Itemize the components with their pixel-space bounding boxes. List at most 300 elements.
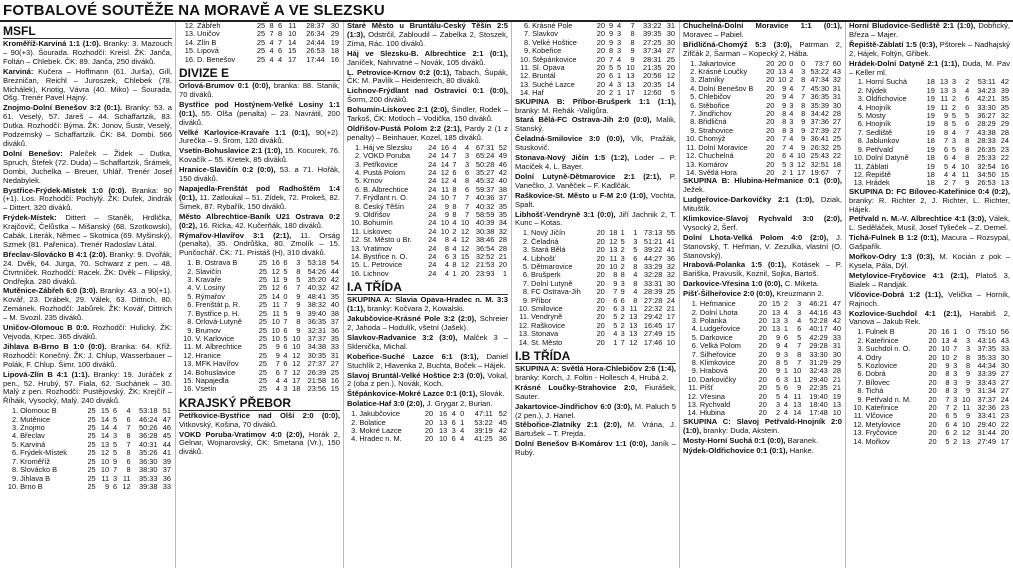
- table-cell: 5: [283, 266, 288, 276]
- table-cell: 21: [498, 252, 507, 262]
- table-cell: 4: [789, 92, 794, 102]
- table-cell: Čeladná: [531, 237, 559, 246]
- table-cell: 25:33: [977, 153, 996, 163]
- table-cell: 4: [951, 161, 957, 171]
- table-cell: 73:7: [814, 58, 830, 68]
- table-cell: 3: [617, 29, 622, 39]
- table-cell: 6.: [11, 448, 19, 458]
- match-result: SKUPINA C: Slavoj Petřvald-Hnojník 2:0 (1:0),: [683, 416, 842, 435]
- table-cell: Jihlava B: [20, 474, 51, 483]
- table-cell: 4: [452, 218, 457, 228]
- table-cell: B. Albrechtice: [363, 185, 409, 194]
- match-report: [179, 213, 340, 231]
- table-cell: 7.: [690, 109, 697, 119]
- match-details: Malček 3 – Sklenička, Michal.: [347, 332, 508, 351]
- table-cell: 20: [596, 37, 606, 47]
- standings-table: [683, 300, 842, 418]
- match-details: Janík – Rubý.: [515, 439, 676, 458]
- table-cell: 6: [945, 428, 950, 438]
- table-cell: 36:27: [977, 111, 996, 121]
- table-cell: 4: [965, 85, 970, 95]
- table-cell: 8: [966, 360, 971, 370]
- table-cell: 18:40: [809, 399, 828, 409]
- table-cell: Zlatníky: [698, 76, 725, 85]
- match-result: Krásné Loučky-Strahovice 2:0,: [515, 382, 638, 392]
- table-cell: 10: [626, 63, 635, 73]
- table-cell: Fryčovice: [865, 429, 898, 438]
- match-details: Válek, L. Seděláček, Musil, Josef Tylieček – Z. Demel.: [849, 214, 1010, 233]
- table-cell: Hlubina: [699, 409, 725, 418]
- table-cell: 3: [775, 399, 781, 409]
- match-result: Stará Bělá-FC Ostrava-Jih 2:0 (0:0),: [515, 115, 652, 125]
- table-cell: 3.: [187, 275, 194, 285]
- standings-table: [515, 22, 676, 98]
- match-report: [683, 290, 842, 299]
- table-cell: 24: [428, 184, 437, 194]
- table-cell: 23: [1000, 402, 1009, 412]
- match-details: J. Grygar 2, Burian.: [424, 399, 493, 409]
- match-details: 53. a 71. Hořák, 150 diváků.: [179, 165, 340, 184]
- table-cell: 2: [620, 320, 625, 330]
- table-cell: 20: [758, 349, 767, 359]
- table-cell: 26:35: [977, 144, 996, 154]
- match-result: Petřvald n. M.-V. Albrechtice 4:1 (3:0),: [849, 214, 987, 224]
- match-details: J. Stanovský, T. Heřman, V. Zezulka, vlastní (O. Stanovský).: [683, 232, 842, 260]
- table-cell: 3: [789, 159, 794, 169]
- table-cell: 25: [258, 359, 268, 369]
- table-cell: Krásné Loučky: [698, 68, 748, 77]
- table-cell: 73:13: [643, 228, 663, 238]
- table-cell: 20: [758, 391, 767, 401]
- table-cell: 43: [832, 67, 841, 77]
- table-cell: 29:40: [977, 419, 997, 429]
- table-cell: 17: [666, 312, 675, 322]
- match-details: Ježek.: [683, 185, 705, 195]
- table-cell: MFK Havířov: [195, 360, 239, 369]
- match-result: Bohumín-Liskovec 2:1 (2:0),: [347, 105, 450, 115]
- table-cell: 5.: [690, 92, 697, 102]
- table-cell: 38:46: [475, 235, 495, 245]
- table-cell: 33:41: [977, 411, 997, 421]
- table-cell: 41: [162, 448, 171, 458]
- table-cell: Bruntál: [532, 72, 556, 81]
- table-cell: 10: [440, 226, 449, 236]
- match-report: [515, 192, 676, 210]
- table-cell: 11.: [854, 161, 864, 171]
- table-cell: 8: [965, 144, 970, 154]
- table-cell: 25: [258, 291, 268, 301]
- table-cell: 33:29: [643, 261, 663, 271]
- table-cell: 34: [498, 218, 507, 228]
- table-cell: 8: [801, 75, 806, 85]
- match-result: Mutěnice-Zábřeh 6:0 (3:0).: [3, 286, 98, 296]
- match-details: M. Vrána, J. Bartušek – T. Prejda.: [515, 420, 676, 439]
- table-cell: Tichá: [865, 387, 884, 396]
- table-cell: 14: [440, 159, 449, 169]
- table-cell: 5: [775, 391, 781, 401]
- table-cell: 11.: [519, 312, 530, 322]
- table-cell: 2.: [522, 236, 530, 246]
- table-cell: 8: [452, 260, 457, 270]
- table-cell: 20: [596, 270, 605, 280]
- table-cell: 27:25: [643, 37, 662, 47]
- table-cell: 28:39: [643, 287, 663, 297]
- table-cell: 4: [951, 153, 957, 163]
- table-cell: 32:36: [977, 402, 997, 412]
- table-cell: 20: [928, 419, 937, 429]
- table-cell: 10.: [685, 134, 697, 144]
- table-cell: 20: [666, 63, 675, 73]
- match-report: [3, 287, 172, 323]
- table-cell: Slavičín: [195, 267, 222, 276]
- table-cell: 3.: [354, 159, 362, 169]
- table-cell: 10: [792, 366, 802, 376]
- table-cell: Hrádek: [865, 179, 890, 188]
- match-report: [849, 215, 1010, 233]
- table-cell: 20: [758, 332, 767, 342]
- table-cell: 15: [771, 299, 781, 309]
- table-cell: 6: [775, 374, 781, 384]
- table-cell: 23:93: [475, 268, 495, 278]
- match-details: Kučera – Hoffmann (61. Jurša), Gill, Brezničan, Reichl – Juroszek, Chlebek (78. Michálek), Knotig, Vávra (40. Miko) – Šourada, Ošg. Trenér Pavel Hajný.: [3, 66, 172, 103]
- table-cell: 13: [778, 67, 787, 77]
- table-cell: Dolní Lutyně: [531, 279, 573, 288]
- match-report: [179, 166, 340, 184]
- table-cell: 27:39: [810, 125, 830, 135]
- table-cell: 0: [460, 409, 465, 419]
- table-cell: 20: [596, 287, 605, 297]
- match-details: C. Miketa.: [782, 279, 819, 289]
- table-cell: V. Karlovice: [195, 334, 235, 343]
- table-cell: 37:37: [977, 394, 997, 404]
- table-cell: Bystřice p. H.: [195, 309, 240, 318]
- table-cell: 12.: [184, 22, 196, 30]
- match-report: [347, 296, 508, 314]
- table-cell: 7: [283, 300, 288, 310]
- table-cell: 33: [832, 332, 841, 342]
- table-cell: Mosty: [865, 112, 886, 121]
- table-cell: 6.: [857, 369, 864, 379]
- table-cell: 5: [633, 245, 638, 255]
- table-cell: 5: [951, 111, 957, 121]
- standings-table: [179, 259, 340, 394]
- table-cell: 20: [424, 425, 434, 435]
- match-report: [849, 22, 1010, 40]
- match-report: [347, 390, 508, 399]
- table-cell: 20: [758, 374, 767, 384]
- table-cell: 11: [793, 374, 802, 384]
- standings-table: [683, 60, 842, 178]
- table-cell: 43: [832, 307, 841, 317]
- match-report: [515, 421, 676, 439]
- table-cell: 7: [275, 359, 280, 369]
- match-result: Stonava-Nový Jičín 1:5 (1:2),: [515, 153, 630, 163]
- table-cell: 3: [789, 117, 794, 127]
- match-details: Branky: 43. a 90(+1). Kovář, 23. Drábek, 29. Válek, 63. Dittrich, 80. Zemánek. Rozhodčí: Jabůrek. ŽK: Kovář, Dittrich – M. Svozil. 235 diváků.: [3, 286, 172, 323]
- table-cell: 17: [666, 320, 675, 330]
- table-cell: Štěpánkovice: [532, 55, 577, 64]
- table-cell: Stonava: [531, 330, 559, 339]
- table-cell: 15.: [184, 46, 196, 56]
- match-result: Lipová-Zlín B 4:1 (1:1).: [3, 369, 90, 379]
- table-cell: Brušperk: [531, 271, 561, 280]
- match-details: branky: Korch, J. Foltin - Hollesch 4, Hrubá 2.: [515, 372, 669, 382]
- table-cell: 30: [330, 22, 339, 30]
- match-result: Stěbořice-Zlatníky 2:1 (2:0),: [515, 420, 622, 430]
- table-cell: 5: [620, 236, 625, 246]
- table-cell: 9: [775, 332, 781, 342]
- table-cell: 40: [330, 300, 339, 310]
- table-cell: 7: [945, 402, 950, 412]
- table-cell: 21: [832, 374, 841, 384]
- table-cell: 23: [1000, 411, 1009, 421]
- table-cell: 50:28: [475, 159, 495, 169]
- table-cell: 19: [926, 102, 935, 112]
- table-cell: 29: [832, 357, 841, 367]
- table-cell: 44: [162, 439, 171, 449]
- table-cell: 42: [832, 315, 841, 325]
- table-cell: 9: [275, 350, 280, 360]
- table-cell: 13: [439, 425, 448, 435]
- match-result: Píšť-Šilheřovice 2:0 (0:0),: [683, 289, 775, 299]
- table-cell: 10.: [519, 54, 531, 64]
- match-report: [849, 41, 1010, 59]
- table-cell: 18: [926, 178, 935, 188]
- table-row: [849, 438, 1010, 446]
- table-cell: 20: [766, 83, 775, 93]
- table-cell: Uničov: [197, 30, 220, 39]
- table-cell: 7: [608, 54, 614, 64]
- table-cell: 19: [330, 37, 339, 47]
- table-cell: Břeclav: [20, 432, 45, 441]
- table-cell: 42:21: [977, 94, 996, 104]
- table-cell: 18: [926, 77, 935, 87]
- table-cell: 29: [1000, 119, 1009, 129]
- table-cell: 27:49: [643, 329, 663, 339]
- table-cell: 12: [666, 71, 675, 81]
- table-cell: Břidličná: [698, 118, 727, 127]
- table-cell: 20: [928, 352, 937, 362]
- table-cell: 15: [666, 329, 675, 339]
- column-5: [680, 22, 846, 568]
- match-details: Baranek.: [785, 435, 819, 445]
- table-cell: 39:35: [643, 29, 662, 39]
- table-cell: 40:39: [475, 218, 495, 228]
- match-report: [3, 251, 172, 287]
- table-cell: 6: [620, 295, 625, 305]
- table-cell: 20: [766, 125, 775, 135]
- table-cell: 42: [498, 425, 507, 435]
- table-cell: 4: [617, 22, 622, 30]
- table-cell: 29:40: [809, 374, 828, 384]
- table-cell: 6: [783, 383, 788, 393]
- table-cell: 20: [596, 245, 605, 255]
- table-cell: 3.: [690, 75, 697, 85]
- table-cell: 4.: [187, 283, 194, 293]
- table-row: [3, 483, 172, 491]
- table-cell: 24: [666, 295, 675, 305]
- table-cell: 14.: [687, 408, 698, 418]
- table-cell: 2: [965, 77, 970, 87]
- table-cell: 17: [1000, 436, 1009, 446]
- table-cell: 36:35: [307, 317, 327, 327]
- table-cell: 5: [613, 312, 618, 322]
- table-cell: 13.: [853, 178, 864, 188]
- table-cell: 65:24: [475, 151, 495, 161]
- table-cell: 8: [782, 109, 787, 119]
- match-result: Petřkovice-Bystřice nad Olší 2:0 (0:0),: [179, 410, 340, 420]
- table-cell: 3: [953, 386, 958, 396]
- table-cell: 20: [596, 261, 605, 271]
- table-cell: 20: [758, 299, 767, 309]
- match-result: Napajedla-Frenštát pod Radhoštěm 1:4 (0:1),: [179, 184, 340, 202]
- table-cell: 2.: [690, 67, 697, 77]
- table-cell: 25: [258, 258, 268, 268]
- table-cell: 10: [460, 218, 470, 228]
- table-cell: 4: [783, 399, 788, 409]
- match-details: Branky: 53. a 61. Veselý, 57. Jareš – 44. Schaffartzik, 83. Dutka. Rozhodčí: Býma. ŽK: Jonov, Šustr, Veselý, Podzemský – Schaffartzik. ČK: 84. Dombi. 566 diváků.: [3, 103, 173, 148]
- match-result: Dolní Lhota-Velká Polom 4:0 (2:0),: [683, 232, 829, 242]
- table-cell: 13: [939, 77, 949, 87]
- match-report: [179, 185, 340, 212]
- match-report: [347, 400, 508, 409]
- table-cell: 3: [951, 77, 957, 87]
- table-cell: 12: [460, 235, 470, 245]
- table-cell: 12.: [853, 169, 864, 179]
- table-cell: 41:25: [474, 434, 493, 444]
- table-cell: 25: [832, 134, 841, 144]
- table-cell: 31: [832, 83, 841, 93]
- table-cell: 30: [666, 278, 675, 288]
- table-cell: 4.: [11, 431, 19, 441]
- table-cell: 53:18: [139, 406, 158, 416]
- table-cell: 7: [782, 134, 787, 144]
- table-cell: 35: [1000, 102, 1009, 112]
- table-cell: 32:52: [475, 252, 495, 262]
- table-cell: 8: [945, 369, 950, 379]
- match-report: [3, 150, 172, 186]
- table-cell: Velká Polom: [699, 342, 741, 351]
- table-cell: 20: [766, 142, 775, 152]
- table-cell: 6: [275, 367, 280, 377]
- match-result: Raškovice-St. Město u F-M 2:0 (1:0),: [515, 190, 648, 200]
- match-details: Slovák.: [477, 389, 505, 399]
- table-cell: 27:37: [307, 359, 327, 369]
- table-cell: 28: [498, 243, 507, 253]
- match-result: Dolní Lutyně-Dětmarovice 2:1 (2:1),: [515, 171, 662, 181]
- table-cell: 36: [162, 473, 171, 483]
- match-details: Fiurášek, Sauter.: [515, 382, 676, 401]
- table-cell: 2: [782, 167, 787, 177]
- table-cell: Metylovice: [865, 420, 901, 429]
- match-result: VOKD Poruba-Vratimov 4:0 (2:0),: [179, 429, 305, 439]
- table-cell: 13.: [518, 329, 530, 339]
- table-cell: D. Benešov: [197, 55, 236, 64]
- table-cell: 20: [758, 399, 767, 409]
- table-cell: 13.: [687, 399, 698, 409]
- table-cell: 28: [498, 235, 507, 245]
- table-cell: 8: [797, 349, 802, 359]
- table-cell: 25: [258, 300, 268, 310]
- table-cell: 6.: [857, 119, 864, 129]
- table-cell: 5: [283, 308, 288, 318]
- table-cell: Smilovice: [531, 305, 563, 313]
- table-cell: 6: [943, 144, 949, 154]
- table-cell: 5: [113, 448, 118, 458]
- table-cell: 2: [608, 88, 614, 98]
- table-cell: 5.: [857, 111, 864, 121]
- table-cell: 9: [608, 37, 614, 47]
- table-cell: 4: [113, 423, 118, 433]
- match-result: Mosty-Horní Suchá 0:1 (0:0),: [683, 435, 786, 445]
- table-cell: 8: [613, 270, 618, 280]
- table-cell: 7: [620, 337, 625, 347]
- table-cell: 9: [113, 456, 118, 466]
- match-result: Dolní Benešov B-Komárov 1:1 (0:0),: [515, 439, 648, 449]
- table-cell: 10.: [853, 402, 864, 412]
- table-cell: 0: [966, 327, 971, 337]
- table-cell: 20: [766, 109, 775, 119]
- table-cell: 14.: [184, 37, 196, 47]
- match-result: Jakubčovice-Krásné Pole 3:2 (2:0),: [347, 314, 477, 324]
- match-report: [683, 215, 842, 233]
- table-cell: 12: [797, 159, 806, 169]
- match-report: [179, 431, 340, 458]
- table-cell: 39: [1000, 85, 1009, 95]
- table-cell: 6: [277, 46, 283, 56]
- match-report: [347, 106, 508, 124]
- match-report: [347, 353, 508, 371]
- table-cell: 33:30: [809, 349, 828, 359]
- table-cell: 20: [928, 335, 937, 345]
- table-cell: 35: [330, 291, 339, 301]
- match-result: Jihlava B-Brno B 1:0 (0:0).: [3, 341, 107, 351]
- table-cell: 17:46: [643, 337, 663, 347]
- table-cell: 9.: [522, 295, 530, 305]
- table-cell: 43:38: [977, 127, 996, 137]
- table-cell: 8.: [857, 386, 864, 396]
- table-cell: 6: [113, 406, 118, 416]
- match-result: Tichá-Fulnek B 1:2 (0:1),: [849, 233, 939, 243]
- table-cell: 9.: [187, 325, 194, 335]
- table-cell: 7: [613, 287, 618, 297]
- match-report: [683, 437, 842, 446]
- table-cell: Odry: [865, 353, 882, 362]
- table-cell: 6: [283, 342, 288, 352]
- table-cell: 56: [1000, 327, 1009, 337]
- match-details: Duda, M. Pav – Keller ml.: [849, 58, 1010, 77]
- table-cell: 25: [87, 414, 96, 424]
- table-cell: 3: [464, 151, 470, 161]
- table-cell: 9: [283, 275, 288, 285]
- table-cell: 3: [283, 384, 288, 394]
- table-cell: 6: [464, 168, 470, 177]
- column-1: [0, 22, 176, 568]
- match-report: [515, 98, 676, 116]
- table-cell: 2.: [187, 266, 194, 276]
- table-cell: 51:21: [643, 236, 663, 246]
- match-result: Nýdek-Oldřichovice 0:1 (0:1),: [683, 445, 788, 455]
- table-cell: 11: [122, 473, 131, 483]
- match-report: [683, 280, 842, 289]
- table-cell: Oldřišov: [363, 211, 391, 220]
- table-cell: 10: [797, 151, 806, 161]
- table-cell: 14: [666, 79, 675, 89]
- table-cell: 46: [162, 423, 171, 433]
- table-cell: 12.: [350, 235, 362, 245]
- table-cell: 12: [629, 337, 638, 347]
- table-cell: 9: [945, 360, 950, 370]
